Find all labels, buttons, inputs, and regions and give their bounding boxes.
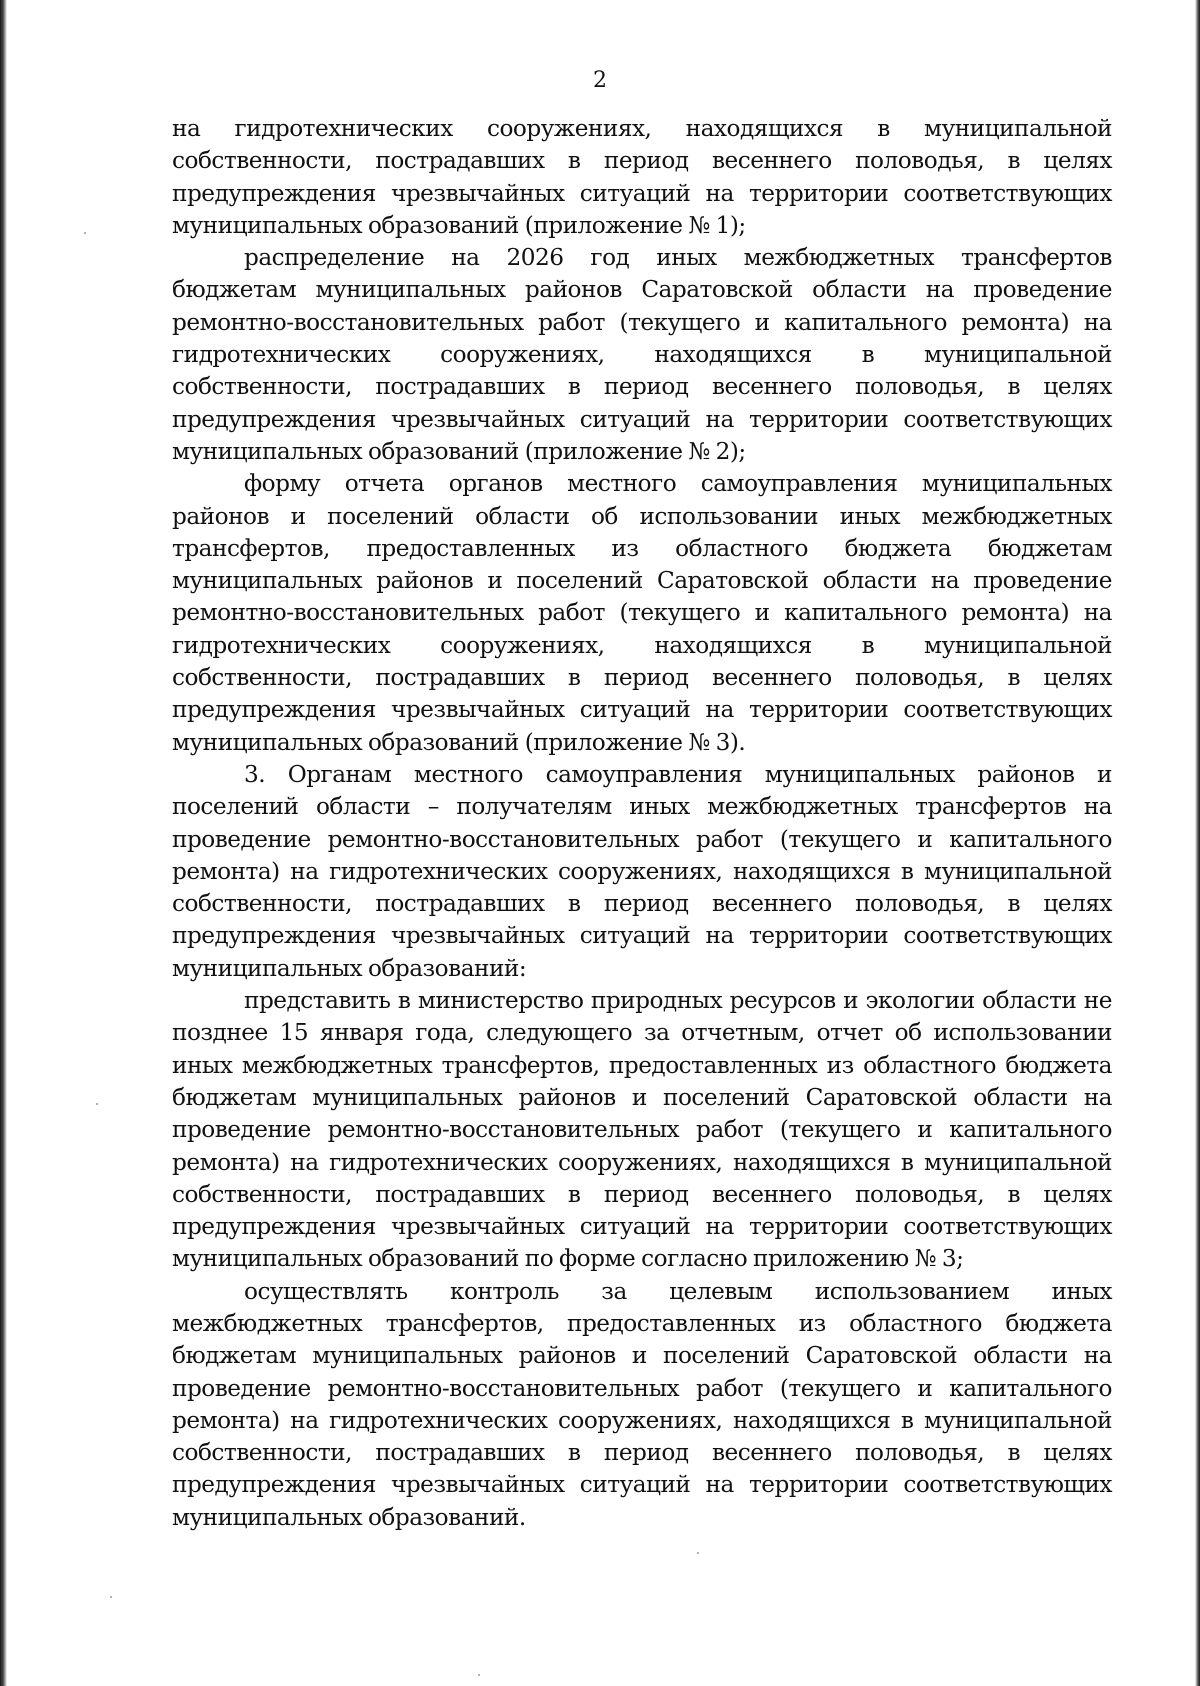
- scan-speck: [478, 1674, 480, 1676]
- paragraph-5: представить в министерство природных ресурсов и экологии области не позднее 15 января года, следующего за отчетным, отчет об использовании иных межбюджетных трансфертов, предоставленных из областного бюджета бюджетам муниципальных районов и поселений Саратовской области на проведение ремонтно-восстановительных работ (текущего и капитального ремонта) на гидротехнических сооружениях, находящихся в муниципальной собственности, пострадавших в период весеннего половодья, в целях предупреждения чрезвычайных ситуаций на территории соответствующих муниципальных образований по форме согласно приложению № 3;: [172, 987, 1112, 1273]
- paragraph-3: форму отчета органов местного самоуправления муниципальных районов и поселений области об использовании иных межбюджетных трансфертов, предоставленных из областного бюджета бюджетам муниципальных районов и поселений Саратовской области на проведение ремонтно-восстановительных работ (текущего и капитального ремонта) на гидротехнических сооружениях, находящихся в муниципальной собственности, пострадавших в период весеннего половодья, в целях предупреждения чрезвычайных ситуаций на территории соответствующих муниципальных образований (приложение № 3).: [172, 470, 1112, 756]
- scan-edge-right: [1195, 0, 1200, 1686]
- scan-speck: [96, 1103, 98, 1105]
- paragraph-6: осуществлять контроль за целевым использованием иных межбюджетных трансфертов, предоставленных из областного бюджета бюджетам муниципальных районов и поселений Саратовской области на проведение ремонтно-восстановительных работ (текущего и капитального ремонта) на гидротехнических сооружениях, находящихся в муниципальной собственности, пострадавших в период весеннего половодья, в целях предупреждения чрезвычайных ситуаций на территории соответствующих муниципальных образований.: [172, 1277, 1112, 1531]
- scan-speck: [110, 1596, 112, 1598]
- scan-speck: [84, 232, 86, 234]
- scan-speck: [697, 1552, 699, 1554]
- paragraph-1: на гидротехнических сооружениях, находящихся в муниципальной собственности, пострадавших в период весеннего половодья, в целях предупреждения чрезвычайных ситуаций на территории соответствующих муниципальных образований (приложение № 1);: [172, 115, 1112, 239]
- paragraph-2: распределение на 2026 год иных межбюджетных трансфертов бюджетам муниципальных районов Саратовской области на проведение ремонтно-восстановительных работ (текущего и капитального ремонта) на гидротехнических сооружениях, находящихся в муниципальной собственности, пострадавших в период весеннего половодья, в целях предупреждения чрезвычайных ситуаций на территории соответствующих муниципальных образований (приложение № 2);: [172, 244, 1112, 465]
- scan-edge-left: [0, 0, 7, 1686]
- page-number: 2: [593, 68, 607, 93]
- document-body: [172, 113, 1112, 1534]
- paragraph-4: 3. Органам местного самоуправления муниципальных районов и поселений области – получателям иных межбюджетных трансфертов на проведение ремонтно-восстановительных работ (текущего и капитального ремонта) на гидротехнических сооружениях, находящихся в муниципальной собственности, пострадавших в период весеннего половодья, в целях предупреждения чрезвычайных ситуаций на территории соответствующих муниципальных образований:: [172, 760, 1112, 982]
